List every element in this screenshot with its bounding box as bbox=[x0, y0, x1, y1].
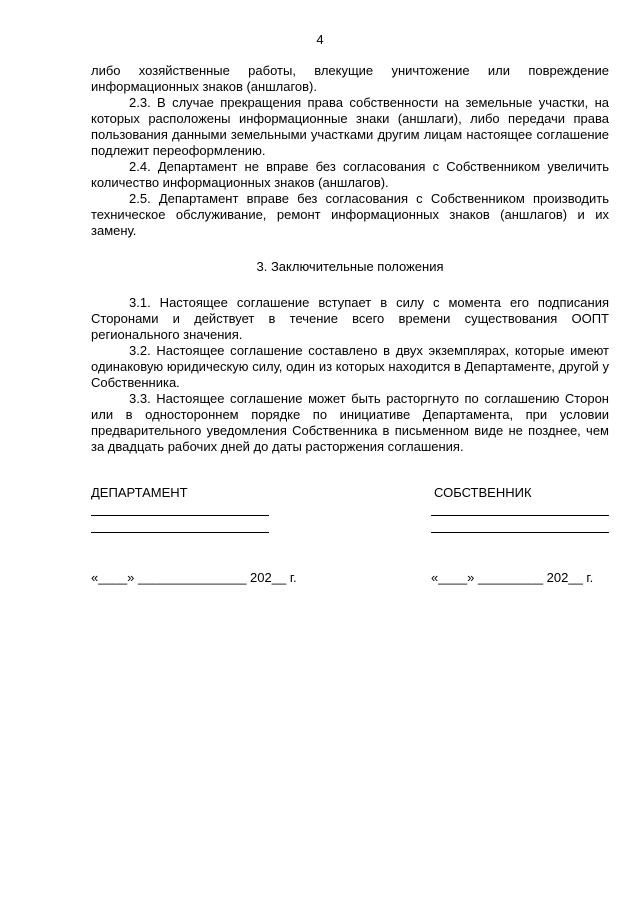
paragraph-3-2: 3.2. Настоящее соглашение составлено в двух экземплярах, которые имеют одинаковую юридическую силу, один из которых находится в Департаменте, другой у Собственника. bbox=[91, 343, 609, 390]
department-date-line: «____» _______________ 202__ г. bbox=[91, 570, 297, 585]
party-department bbox=[91, 485, 271, 533]
paragraph-3-1: 3.1. Настоящее соглашение вступает в силу с момента его подписания Сторонами и действует в течение всего времени существования ООПТ регионального значения. bbox=[91, 295, 609, 342]
document-body bbox=[91, 63, 609, 455]
owner-date-line: «____» _________ 202__ г. bbox=[431, 570, 594, 585]
department-signature-line bbox=[91, 515, 269, 516]
department-label: ДЕПАРТАМЕНТ bbox=[91, 485, 188, 500]
paragraph-continuation: либо хозяйственные работы, влекущие уничтожение или повреждение информационных знаков (аншлагов). bbox=[91, 63, 609, 94]
owner-signature-line bbox=[431, 515, 609, 516]
signature-block bbox=[91, 485, 609, 595]
department-name-line bbox=[91, 532, 269, 533]
paragraph-2-5: 2.5. Департамент вправе без согласования с Собственником производить техническое обслуживание, ремонт информационных знаков (аншлагов) и их замену. bbox=[91, 191, 609, 238]
owner-label: СОБСТВЕННИК bbox=[434, 485, 532, 500]
paragraph-2-3: 2.3. В случае прекращения права собственности на земельные участки, на которых расположены информационные знаки (аншлаги), либо передачи права пользования данными земельными участками другим лицам настоящее соглашение подлежит переоформлению. bbox=[91, 95, 609, 158]
paragraph-2-4: 2.4. Департамент не вправе без согласования с Собственником увеличить количество информационных знаков (аншлагов). bbox=[91, 159, 609, 190]
page-number: 4 bbox=[316, 32, 324, 47]
paragraph-3-3: 3.3. Настоящее соглашение может быть расторгнуто по соглашению Сторон или в одностороннем порядке по инициативе Департамента, при условии предварительного уведомления Собственника в письменном виде не позднее, чем за двадцать рабочих дней до даты расторжения соглашения. bbox=[91, 391, 609, 454]
section-title-final-provisions: 3. Заключительные положения bbox=[256, 259, 444, 274]
owner-name-line bbox=[431, 532, 609, 533]
party-owner bbox=[431, 485, 611, 533]
